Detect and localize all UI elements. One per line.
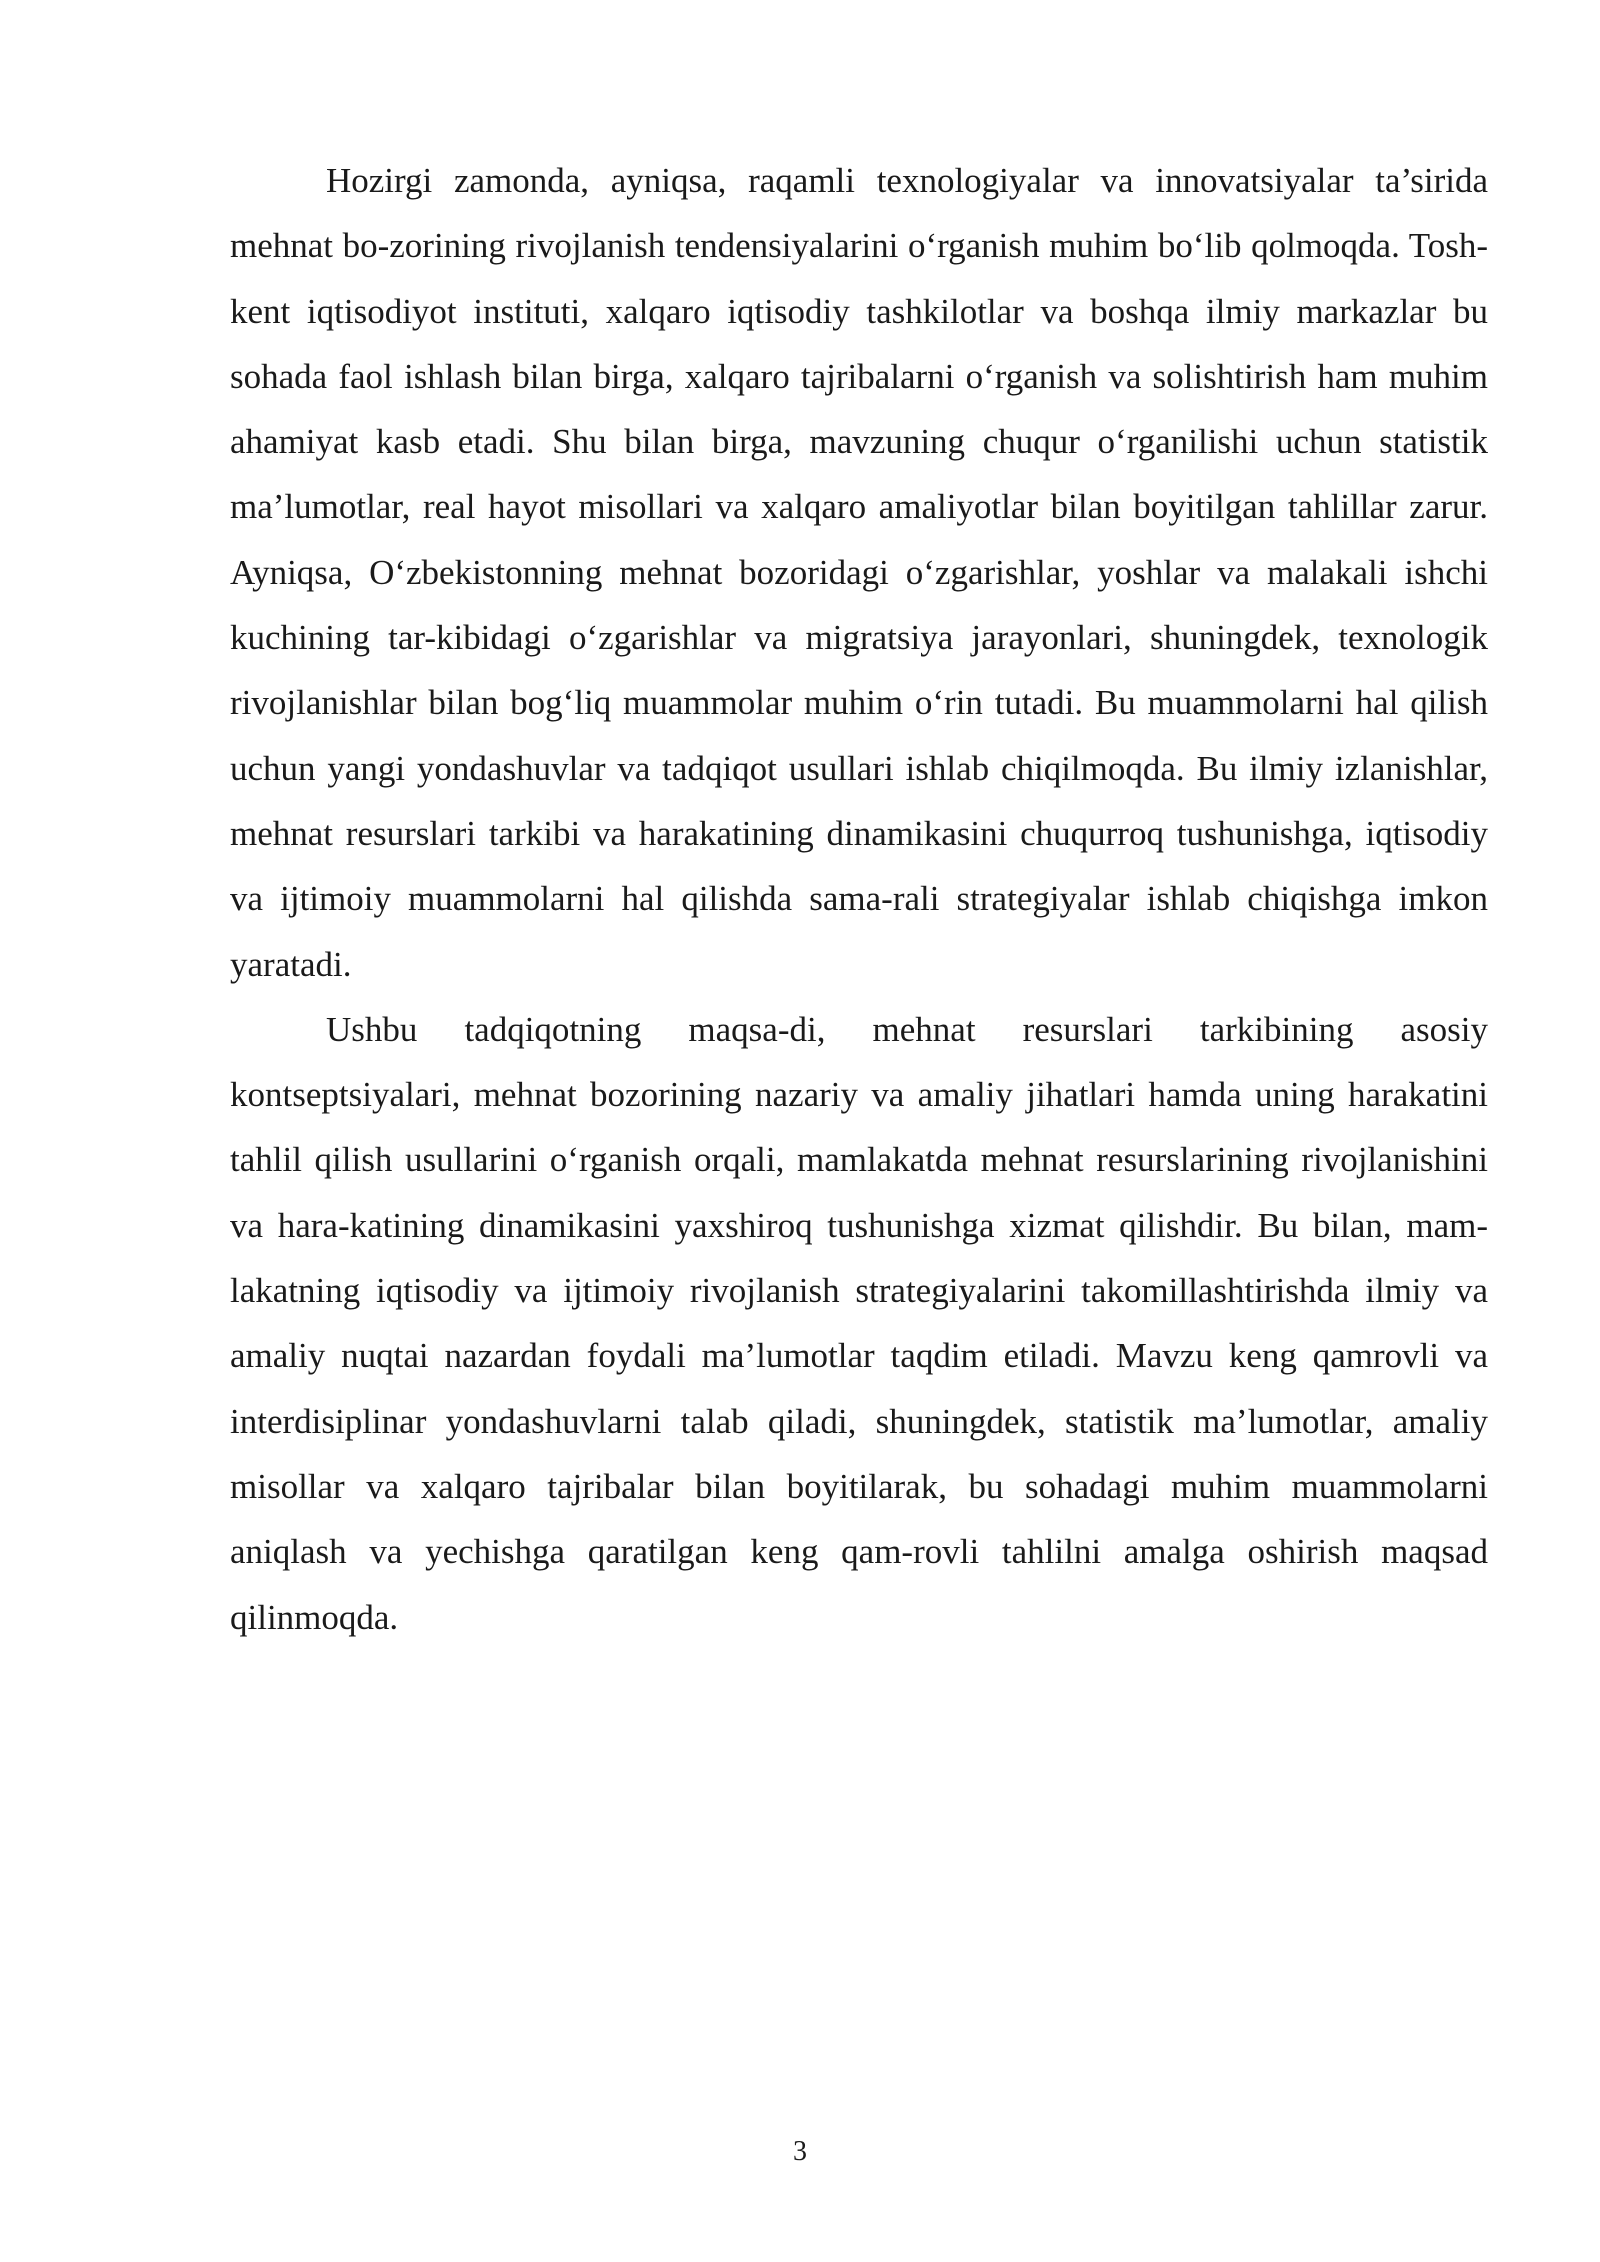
paragraph-2: Ushbu tadqiqotning maqsa-di, mehnat resurslari tarkibining asosiy kontseptsiyalari, mehnat bozorining nazariy va amaliy jihatlari hamda uning harakatini tahlil qilish usullarini o‘rganish orqali, mamlakatda mehnat resurslarining rivojlanishini va hara-katining dinamikasini yaxshiroq tushunishga xizmat qilishdir. Bu bilan, mam-lakatning iqtisodiy va ijtimoiy rivojlanish strategiyalarini takomillashtirishda ilmiy va amaliy nuqtai nazardan foydali ma’lumotlar taqdim etiladi. Mavzu keng qamrovli va interdisiplinar yondashuvlarni talab qiladi, shuningdek, statistik ma’lumotlar, amaliy misollar va xalqaro tajribalar bilan boyitilarak, bu sohadagi muhim muammolarni aniqlash va yechishga qaratilgan keng qam-rovli tahlilni amalga oshirish maqsad qilinmoqda. bbox=[230, 1009, 1488, 1637]
body-text bbox=[230, 148, 1488, 1650]
page-number: 3 bbox=[793, 2136, 807, 2167]
paragraph-1: Hozirgi zamonda, ayniqsa, raqamli texnologiyalar va innovatsiyalar ta’sirida mehnat bo-zorining rivojlanish tendensiyalarini o‘rganish muhim bo‘lib qolmoqda. Tosh-kent iqtisodiyot instituti, xalqaro iqtisodiy tashkilotlar va boshqa ilmiy markazlar bu sohada faol ishlash bilan birga, xalqaro tajribalarni o‘rganish va solishtirish ham muhim ahamiyat kasb etadi. Shu bilan birga, mavzuning chuqur o‘rganilishi uchun statistik ma’lumotlar, real hayot misollari va xalqaro amaliyotlar bilan boyitilgan tahlillar zarur. Ayniqsa, O‘zbekistonning mehnat bozoridagi o‘zgarishlar, yoshlar va malakali ishchi kuchining tar-kibidagi o‘zgarishlar va migratsiya jarayonlari, shuningdek, texnologik rivojlanishlar bilan bog‘liq muammolar muhim o‘rin tutadi. Bu muammolarni hal qilish uchun yangi yondashuvlar va tadqiqot usullari ishlab chiqilmoqda. Bu ilmiy izlanishlar, mehnat resurslari tarkibi va harakatining dinamikasini chuqurroq tushunishga, iqtisodiy va ijtimoiy muammolarni hal qilishda sama-rali strategiyalar ishlab chiqishga imkon yaratadi. bbox=[230, 161, 1488, 984]
